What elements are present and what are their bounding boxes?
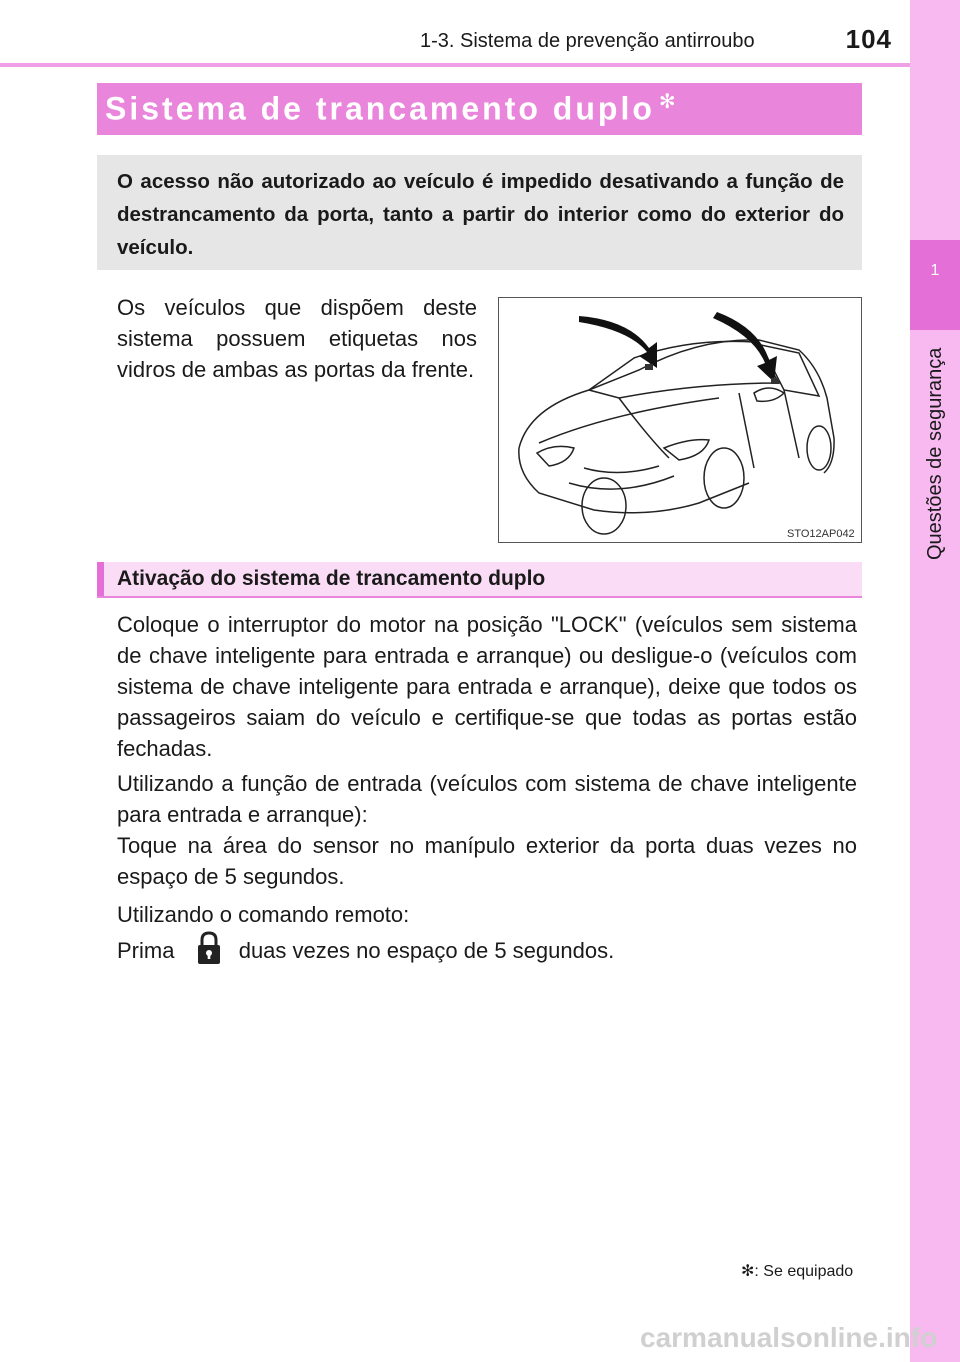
entry-function-heading: Utilizando a função de entrada (veículos com sistema de chave inteligente para entrada e arranque):: [117, 771, 857, 827]
page-title: [105, 89, 679, 128]
activation-paragraph: Coloque o interruptor do motor na posição "LOCK" (veículos sem sistema de chave inteligente para entrada e arranque) ou desligue-o (veículos com sistema de chave inteligente para entrada e arranque), deixe que todos os passageiros saiam do veículo e certifique-se que todas as portas estão fechadas.: [117, 612, 857, 761]
chapter-number: 1: [930, 262, 940, 279]
remote-instruction-text: duas vezes no espaço de 5 segundos.: [238, 937, 615, 963]
car-drawing: [499, 298, 861, 542]
car-illustration: [498, 297, 862, 543]
prima-label: Prima: [117, 937, 175, 963]
entry-function-instruction: Toque na área do sensor no manípulo exterior da porta duas vezes no espaço de 5 segundos.: [117, 833, 857, 889]
watermark: carmanualsonline.info: [640, 1322, 938, 1353]
intro-text: O acesso não autorizado ao veículo é impedido desativando a função de destrancamento da porta, tanto a partir do interior como do exterior do veículo.: [117, 170, 844, 259]
equipment-mark: ✻: [658, 91, 679, 113]
chapter-title: Questões de segurança: [924, 347, 946, 560]
page-number: 104: [845, 24, 892, 54]
header-divider: [0, 63, 910, 67]
subheading: Ativação do sistema de trancamento duplo: [117, 567, 546, 590]
section-title: 1-3. Sistema de prevenção antirroubo: [420, 30, 755, 52]
remote-heading: Utilizando o comando remoto:: [117, 902, 410, 927]
footnote-mark: ✻: [741, 1263, 755, 1280]
side-tab: [910, 0, 960, 1362]
footnote-text: : Se equipado: [754, 1263, 854, 1280]
remote-instruction: [117, 930, 614, 974]
lock-icon: [195, 930, 223, 974]
footnote: [741, 1261, 853, 1281]
illustration-code: STO12AP042: [787, 528, 855, 540]
chapter-tab-marker: [910, 240, 960, 330]
subheading-divider: [97, 596, 862, 598]
labels-paragraph: Os veículos que dispõem deste sistema possuem etiquetas nos vidros de ambas as portas da frente.: [117, 295, 477, 382]
page-title-text: Sistema de trancamento duplo: [105, 90, 655, 127]
